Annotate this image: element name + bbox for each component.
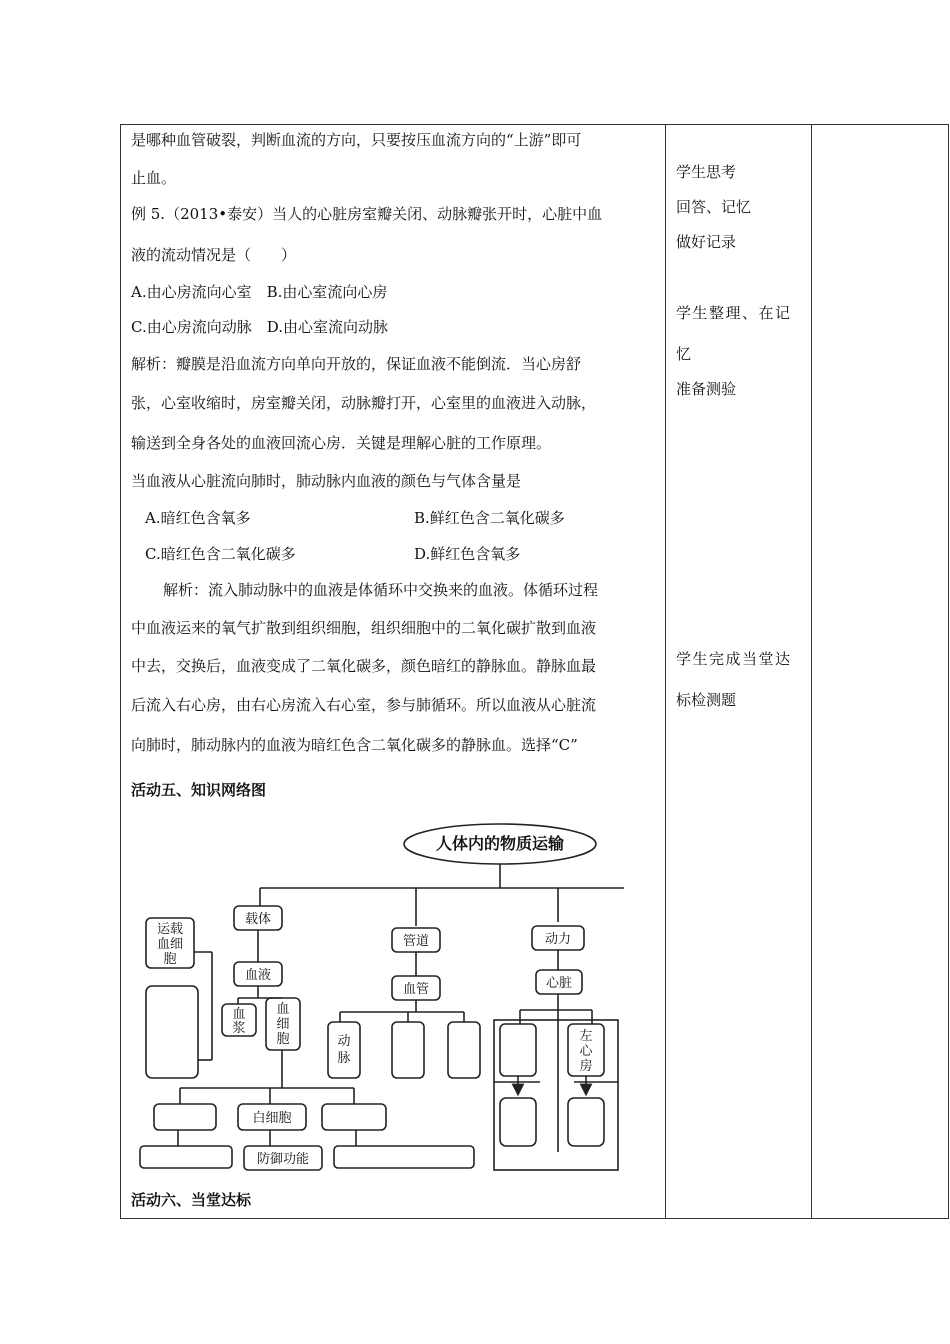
defense-label: 防御功能 [256,1152,310,1167]
side-note: 忆 [676,345,692,363]
carrier-label: 载体 [244,912,272,927]
left-atrium-label: 左 [579,1029,593,1044]
artery-label: 脉 [337,1051,351,1066]
analysis-line: 后流入右心房，由右心房流入右心室，参与肺循环。所以血液从心脏流 [131,696,597,714]
cells-carry-label: 胞 [163,952,177,967]
cells-blank-node [146,986,198,1078]
plasma-label: 血 [232,1007,246,1022]
side-note: 学生思考 [676,163,737,181]
root-label: 人体内的物质运输 [435,834,565,853]
artery-label: 动 [337,1034,351,1049]
text-line: 液的流动情况是（ ） [131,246,297,264]
blood-cells-label: 胞 [276,1032,290,1047]
heart-label: 心脏 [545,976,573,991]
option-b: B.鲜红色含二氧化碳多 [414,509,565,527]
text-line: 止血。 [131,169,177,187]
heart-frame [494,1020,618,1170]
left-ventricle-node [568,1098,604,1146]
pipe-label: 管道 [402,934,430,949]
analysis-line: 中血液运来的氧气扩散到组织细胞，组织细胞中的二氧化碳扩散到血液 [131,619,597,637]
rbc-function-node [140,1146,232,1168]
option-c: C.暗红色含二氧化碳多 [145,545,296,563]
side-note: 标检测题 [676,691,737,709]
capillary-node [392,1022,424,1078]
platelet-node [322,1104,386,1130]
activity-5-heading: 活动五、知识网络图 [131,781,267,799]
cells-carry-label: 运载 [156,922,184,937]
right-ventricle-node [500,1098,536,1146]
question-line: 当血液从心脏流向肺时，肺动脉内血液的颜色与气体含量是 [131,472,522,490]
option-a: A.暗红色含氧多 [145,509,251,527]
power-label: 动力 [544,932,572,947]
platelet-function-node [334,1146,474,1168]
right-atrium-node [500,1024,536,1076]
question-title: 例 5.（2013•泰安）当人的心脏房室瓣关闭、动脉瓣张开时，心脏中血 [131,205,603,223]
vein-node [448,1022,480,1078]
plasma-label: 浆 [232,1021,246,1036]
analysis-line: 张，心室收缩时，房室瓣关闭，动脉瓣打开，心室里的血液进入动脉， [131,394,597,412]
blood-cells-label: 血 [276,1002,290,1017]
analysis-line: 解析：瓣膜是沿血流方向单向开放的，保证血液不能倒流．当心房舒 [131,355,582,373]
text-line: 是哪种血管破裂，判断血流的方向，只要按压血流方向的“上游”即可 [131,131,582,149]
artery-node [328,1022,360,1078]
blood-label: 血液 [244,968,272,983]
cells-carry-label: 血细 [156,937,184,952]
analysis-line: 输送到全身各处的血液回流心房．关键是理解心脏的工作原理。 [131,434,552,452]
side-note: 学生整理、在记 [676,304,792,322]
side-note: 回答、记忆 [676,198,752,216]
analysis-line: 向肺时，肺动脉内的血液为暗红色含二氧化碳多的静脉血。选择“C” [131,736,578,754]
side-note: 学生完成当堂达 [676,650,792,668]
options-line: A.由心房流向心室 B.由心室流向心房 [131,283,388,301]
blood-cells-label: 细 [276,1017,290,1032]
knowledge-network-diagram [130,812,628,1174]
analysis-line: 解析：流入肺动脉中的血液是体循环中交换来的血液。体循环过程 [163,581,599,599]
wbc-label: 白细胞 [252,1111,292,1126]
vessel-label: 血管 [402,982,430,997]
analysis-line: 中去，交换后，血液变成了二氧化碳多，颜色暗红的静脉血。静脉血最 [131,657,597,675]
side-note: 做好记录 [676,233,737,251]
side-note: 准备测验 [676,380,737,398]
rbc-node [154,1104,216,1130]
activity-6-heading: 活动六、当堂达标 [131,1191,252,1209]
column-divider-1 [665,124,666,1219]
left-atrium-label: 心 [579,1044,593,1059]
column-divider-2 [811,124,812,1219]
options-line: C.由心房流向动脉 D.由心室流向动脉 [131,318,388,336]
left-atrium-label: 房 [579,1059,593,1074]
option-d: D.鲜红色含氧多 [414,545,521,563]
